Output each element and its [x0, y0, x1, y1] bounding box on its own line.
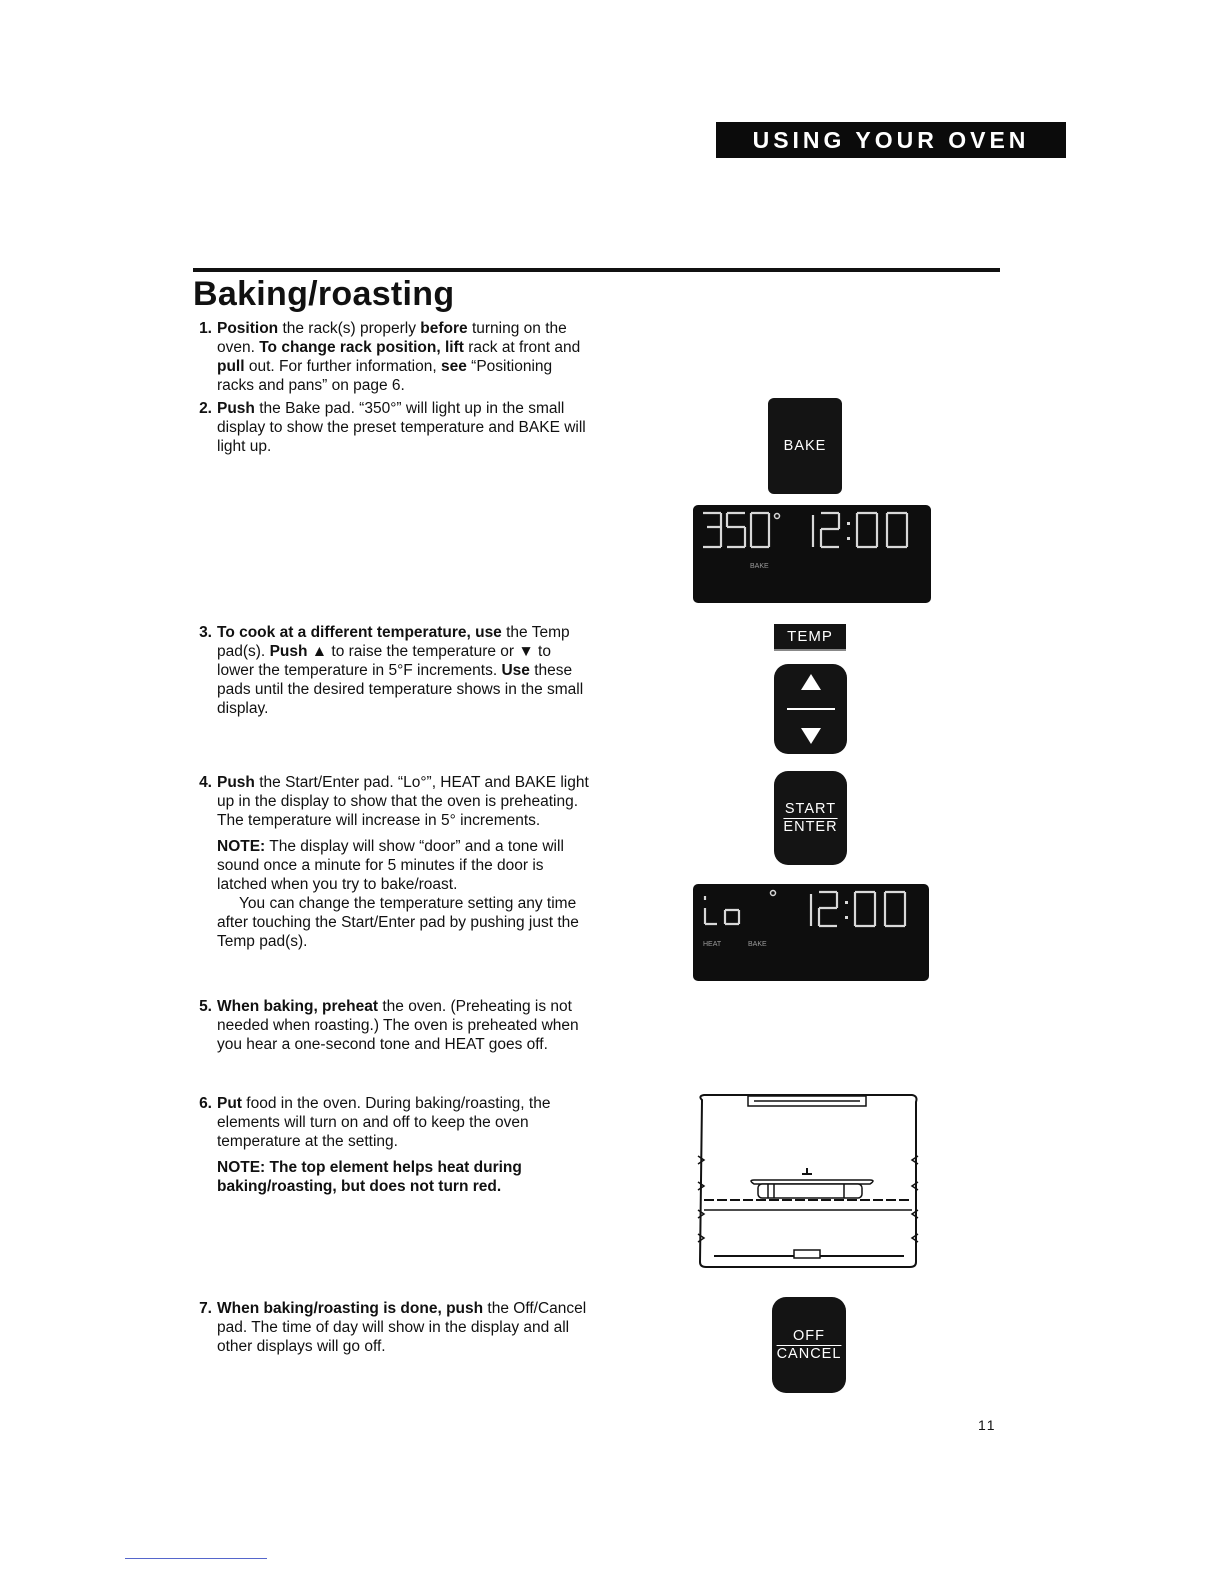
section-header-text: USING YOUR OVEN	[752, 127, 1030, 153]
step-text: the oven. (Preheating is not needed when roasting.) The oven is preheated when you hear a one-second tone and HEAT goes off.	[217, 998, 579, 1053]
heat-indicator: HEAT	[703, 941, 722, 948]
step-text: to raise the temperature or ▼ to lower the temperature in 5°F increments.	[217, 643, 551, 679]
step-text-bold: before	[420, 320, 468, 337]
step-text: food in the oven. During baking/roasting, the elements will turn on and off to keep the oven temperature at the setting.	[217, 1095, 551, 1150]
bake-button[interactable]	[768, 398, 842, 494]
temp-pad-divider	[787, 708, 835, 710]
title-rule	[193, 268, 1000, 272]
step-text: out. For further information,	[244, 358, 441, 375]
footer-link-underline	[125, 1558, 267, 1559]
step-text: the Off/Cancel pad. The time of day will show in the display and all other displays will go off.	[217, 1300, 587, 1355]
cancel-label: CANCEL	[776, 1346, 842, 1362]
bake-button-label: BAKE	[783, 438, 827, 454]
step-text: these pads until the desired temperature shows in the small display.	[217, 662, 584, 717]
step-text-bold: To cook at a different temperature, use	[217, 624, 502, 641]
step-number: 5.	[199, 998, 212, 1015]
step-text-bold: To change rack position, lift	[259, 339, 464, 356]
off-label: OFF	[793, 1328, 825, 1344]
step-number: 6.	[199, 1095, 212, 1112]
step-number: 2.	[199, 400, 212, 417]
oven-display-preset	[693, 505, 931, 603]
oven-interior-illustration	[694, 1092, 922, 1270]
step-text: turning on the oven.	[217, 320, 567, 356]
page-title: Baking/roasting	[193, 275, 455, 313]
bake-indicator: BAKE	[748, 941, 767, 948]
step-text-bold: Use	[501, 662, 530, 679]
section-header-bar	[716, 122, 1066, 158]
temp-down-icon[interactable]	[801, 728, 821, 744]
step-text: the Bake pad. “350°” will light up in the small display to show the preset temperature and BAKE will light up.	[217, 400, 586, 455]
display-digits	[693, 884, 929, 981]
step-text-bold: Position	[217, 320, 279, 337]
step-number: 4.	[199, 774, 212, 791]
step-text-bold: When baking, preheat	[217, 998, 379, 1015]
note-text: NOTE: The top element helps heat during baking/roasting, but does not turn red.	[217, 1159, 522, 1195]
note-label: NOTE:	[217, 838, 266, 855]
step-text: “Positioning racks and pans” on page 6.	[217, 358, 553, 394]
temp-pad-label: TEMP	[774, 624, 846, 651]
step-extra-text: You can change the temperature setting any time after touching the Start/Enter pad by pushing just the Temp pad(s).	[217, 895, 579, 950]
page-number: 11	[978, 1417, 997, 1433]
off-cancel-button[interactable]	[772, 1297, 846, 1393]
step-text: the Start/Enter pad. “Lo°”, HEAT and BAKE light up in the display to show that the oven is preheating. The temperature will increase in 5° increments.	[217, 774, 589, 829]
step-number: 3.	[199, 624, 212, 641]
step-number: 1.	[199, 320, 212, 337]
bake-indicator: BAKE	[750, 563, 769, 570]
oven-display-preheat	[693, 884, 929, 981]
start-label: START	[784, 801, 837, 817]
start-enter-button[interactable]	[774, 771, 847, 865]
step-text: the rack(s) properly	[278, 320, 421, 337]
step-text-bold: Push ▲	[269, 643, 328, 660]
display-digits	[693, 505, 931, 603]
temp-up-icon[interactable]	[801, 674, 821, 690]
step-text: the Temp pad(s).	[217, 624, 570, 660]
step-text-bold: Put	[217, 1095, 242, 1112]
step-text: rack at front and	[463, 339, 581, 356]
enter-label: ENTER	[783, 819, 838, 835]
note-text: The display will show “door” and a tone will sound once a minute for 5 minutes if the door is latched when you try to bake/roast.	[217, 838, 564, 893]
step-text-bold: Push	[217, 774, 255, 791]
temp-pad[interactable]	[774, 664, 847, 754]
step-text-bold: Push	[217, 400, 255, 417]
step-text-bold: When baking/roasting is done, push	[217, 1300, 484, 1317]
step-text-bold: pull	[217, 358, 245, 375]
step-number: 7.	[199, 1300, 212, 1317]
step-text-bold: see	[440, 358, 467, 375]
